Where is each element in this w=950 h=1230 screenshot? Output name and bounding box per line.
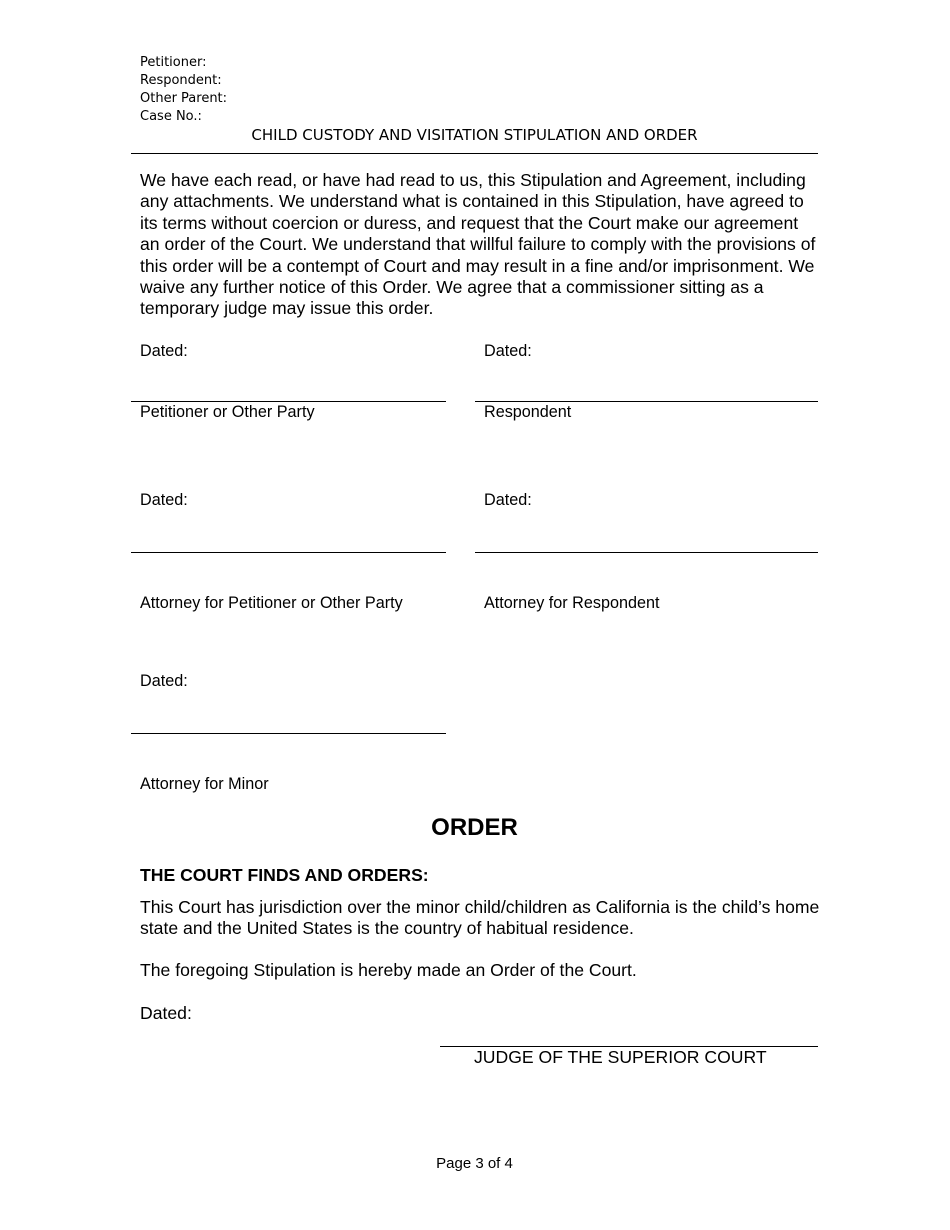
signature-line-attorney-respondent bbox=[475, 552, 818, 553]
respondent-label: Respondent: bbox=[140, 73, 222, 88]
stipulation-paragraph: We have each read, or have had read to us, this Stipulation and Agreement, including any attachments. We understand what is contained in this Stipulation, have agreed to its terms without coercion or duress, and request that the Court make our agreement an order of the Court. We understand that willful failure to comply with the provisions of this order will be a contempt of Court and may result in a fine and/or imprisonment. We waive any further notice of this Order. We agree that a commissioner sitting as a temporary judge may issue this order. bbox=[140, 170, 816, 319]
header-divider bbox=[131, 153, 818, 154]
dated-label-respondent: Dated: bbox=[484, 342, 532, 360]
dated-label-attorney-respondent: Dated: bbox=[484, 491, 532, 509]
order-title: ORDER bbox=[431, 814, 518, 841]
signature-line-attorney-petitioner bbox=[131, 552, 446, 553]
other-parent-label: Other Parent: bbox=[140, 91, 228, 106]
foregoing-paragraph: The foregoing Stipulation is hereby made an Order of the Court. bbox=[140, 960, 637, 980]
document-title: CHILD CUSTODY AND VISITATION STIPULATION AND ORDER bbox=[251, 126, 698, 144]
jurisdiction-paragraph: This Court has jurisdiction over the minor child/children as California is the child’s home state and the United States is the country of habitual residence. bbox=[140, 897, 820, 939]
signature-line-attorney-minor bbox=[131, 733, 446, 734]
attorney-petitioner-label: Attorney for Petitioner or Other Party bbox=[140, 594, 403, 612]
court-finds-heading: THE COURT FINDS AND ORDERS: bbox=[140, 865, 429, 885]
page-number: Page 3 of 4 bbox=[436, 1155, 513, 1172]
dated-label-petitioner: Dated: bbox=[140, 342, 188, 360]
respondent-signature-label: Respondent bbox=[484, 403, 572, 421]
order-dated-label: Dated: bbox=[140, 1003, 192, 1023]
dated-label-attorney-minor: Dated: bbox=[140, 672, 188, 690]
petitioner-party-label: Petitioner or Other Party bbox=[140, 403, 315, 421]
attorney-respondent-label: Attorney for Respondent bbox=[484, 594, 660, 612]
dated-label-attorney-petitioner: Dated: bbox=[140, 491, 188, 509]
judge-label: JUDGE OF THE SUPERIOR COURT bbox=[474, 1047, 767, 1067]
case-number-label: Case No.: bbox=[140, 109, 202, 124]
attorney-minor-label: Attorney for Minor bbox=[140, 775, 269, 793]
petitioner-label: Petitioner: bbox=[140, 55, 207, 70]
